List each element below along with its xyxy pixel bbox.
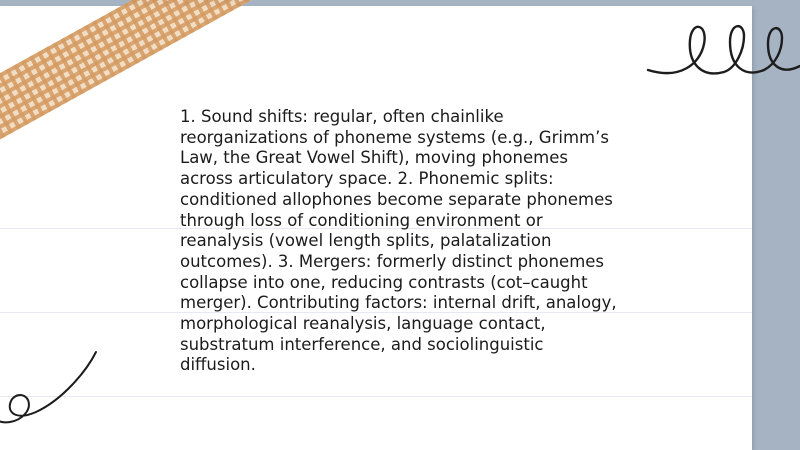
scribble-swirl xyxy=(0,348,110,428)
body-text: 1. Sound shifts: regular, often chainlike reorganizations of phoneme systems (e.g., Grimm’s Law, the Great Vowel Shift), moving phonemes across articulatory space. 2. Phonemic splits: conditioned allophones become separate phonemes through loss of conditioning environment or reanalysis (vowel length splits, palatalization outcomes). 3. Mergers: formerly distinct phonemes collapse into one, reducing contrasts (cot–caught merger). Contributing factors: internal drift, analogy, morphological reanalysis, language contact, substratum interference, and sociolinguistic diffusion. xyxy=(180,107,617,375)
ruled-line xyxy=(0,396,752,397)
scribble-loops xyxy=(640,14,800,94)
